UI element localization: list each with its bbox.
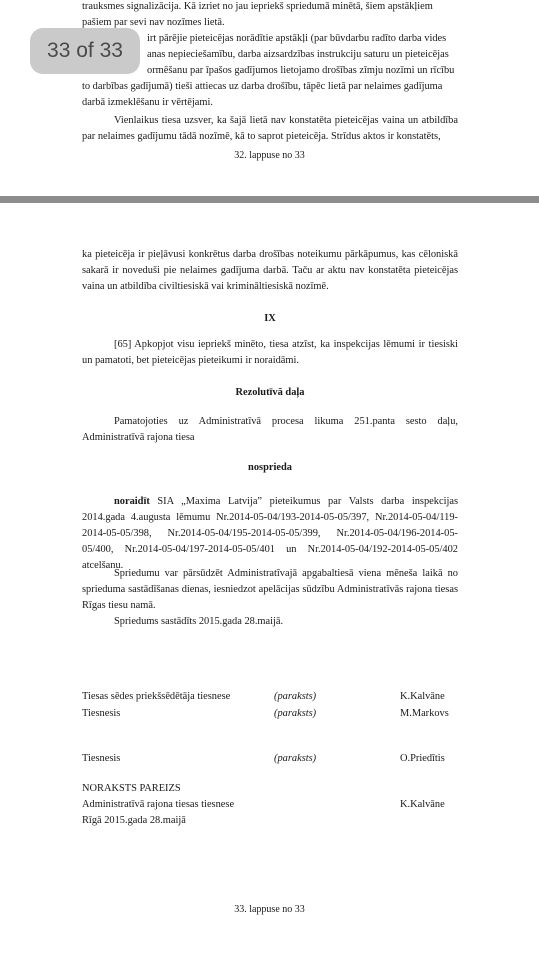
copy-note-date: Rīgā 2015.gada 28.maijā — [82, 815, 186, 826]
section-heading: Rezolutīvā daļa — [235, 387, 305, 398]
signature-row — [82, 706, 458, 722]
page-footer: 32. lappuse no 33 — [234, 150, 305, 161]
copy-note-role: Administratīvā rajona tiesas tiesnese — [82, 799, 235, 810]
signature-name: K.Kalvāne — [400, 691, 445, 702]
text-line: trauksmes signalizācija. Kā izriet no jau iepriekš spriedumā minētā, šiem apstākļiem — [82, 1, 433, 12]
paragraph: Spriedums sastādīts 2015.gada 28.maijā. — [114, 616, 284, 627]
signature-role: Tiesas sēdes priekšsēdētāja tiesnese — [82, 691, 231, 702]
page-separator — [0, 196, 539, 203]
signature-row — [82, 751, 458, 767]
text-line: ormēšanu par īpašos gadījumos lietojamo drošības zīmju nozīmi un rīcību — [147, 65, 455, 76]
copy-note-row — [82, 797, 458, 813]
section-number: IX — [264, 313, 276, 324]
signature-mark: (paraksts) — [274, 753, 317, 764]
paragraph: Spriedumu var pārsūdzēt Administratīvajā apgabaltiesā viena mēneša laikā no sprieduma sastādīšanas dienas, iesniedzot apelācijas sūdzību Administratīvās rajona tiesas Rīgas tiesu namā. — [82, 568, 458, 611]
text-line: pašiem par sevi nav nozīmes lietā. — [82, 17, 225, 28]
signature-role: Tiesnesis — [82, 753, 121, 764]
signature-name: M.Markovs — [400, 708, 449, 719]
signature-role: Tiesnesis — [82, 708, 121, 719]
signature-name: O.Priedītis — [400, 753, 445, 764]
paragraph: Pamatojoties uz Administratīvā procesa likuma 251.panta sesto daļu, Administratīvā rajona tiesa — [82, 416, 458, 443]
page-footer: 33. lappuse no 33 — [234, 904, 305, 915]
document-page-33 — [0, 203, 539, 960]
verdict-word: noraidīt — [114, 496, 150, 507]
copy-note-name: K.Kalvāne — [400, 799, 445, 810]
signature-mark: (paraksts) — [274, 691, 317, 702]
text-line: irt pārējie pieteicējas norādītie apstākļi (par būvdarbu radīto darba vides — [147, 33, 447, 44]
paragraph: ka pieteicēja ir pieļāvusi konkrētus darba drošības noteikumu pārkāpumus, kas cēloniskā sakarā ir noveduši pie nelaimes gadījuma darbā. Taču ar aktu nav konstatēta pieteicējas vaina un atbildība civiltiesiskā vai krimināltiesiskā nozīmē. — [82, 249, 458, 292]
paragraph-65: [65] Apkopjot visu iepriekš minēto, tiesa atzīst, ka inspekcijas lēmumi ir tiesiski un pamatoti, bet pieteicējas pieteikumi ir noraidāmi. — [82, 339, 458, 366]
text-line: darbā izmeklēšanu ir vērtējami. — [82, 97, 213, 108]
signature-mark: (paraksts) — [274, 708, 317, 719]
text-line: anas nepieciešamību, darba aizsardzības instrukciju saturu un pieteicējas — [147, 49, 449, 60]
verdict-heading: nosprieda — [248, 462, 292, 473]
text-line: to darbības gadījumā) tieši attiecas uz darba drošību, tāpēc lietā par nelaimes gadījuma — [82, 81, 443, 92]
paragraph: Vienlaikus tiesa uzsver, ka šajā lietā nav konstatēta pieteicējas vaina un atbildība par nelaimes gadījumu tādā nozīmē, kā to saprot pieteicēja. Strīdus aktos ir konstatēts, — [82, 115, 458, 142]
signature-row — [82, 689, 458, 705]
page-indicator-badge: 33 of 33 — [30, 28, 140, 74]
verdict-paragraph — [82, 494, 458, 574]
verdict-text: SIA „Maxima Latvija” pieteikumus par Valsts darba inspekcijas 2014.gada 4.augusta lēmumu Nr.2014-05-04/193-2014-05-05/397, Nr.2014-05-04/119-2014-05-05/398, Nr.2014-05-04/195-2014-05-05/399, Nr.2014-05-04/196-2014-05-05/400, Nr.2014-05-04/197-2014-05-05/401 un Nr.2014-05-04/192-2014-05-05/402 atcelšanu. — [82, 496, 458, 571]
copy-note-title: NORAKSTS PAREIZS — [82, 783, 181, 794]
